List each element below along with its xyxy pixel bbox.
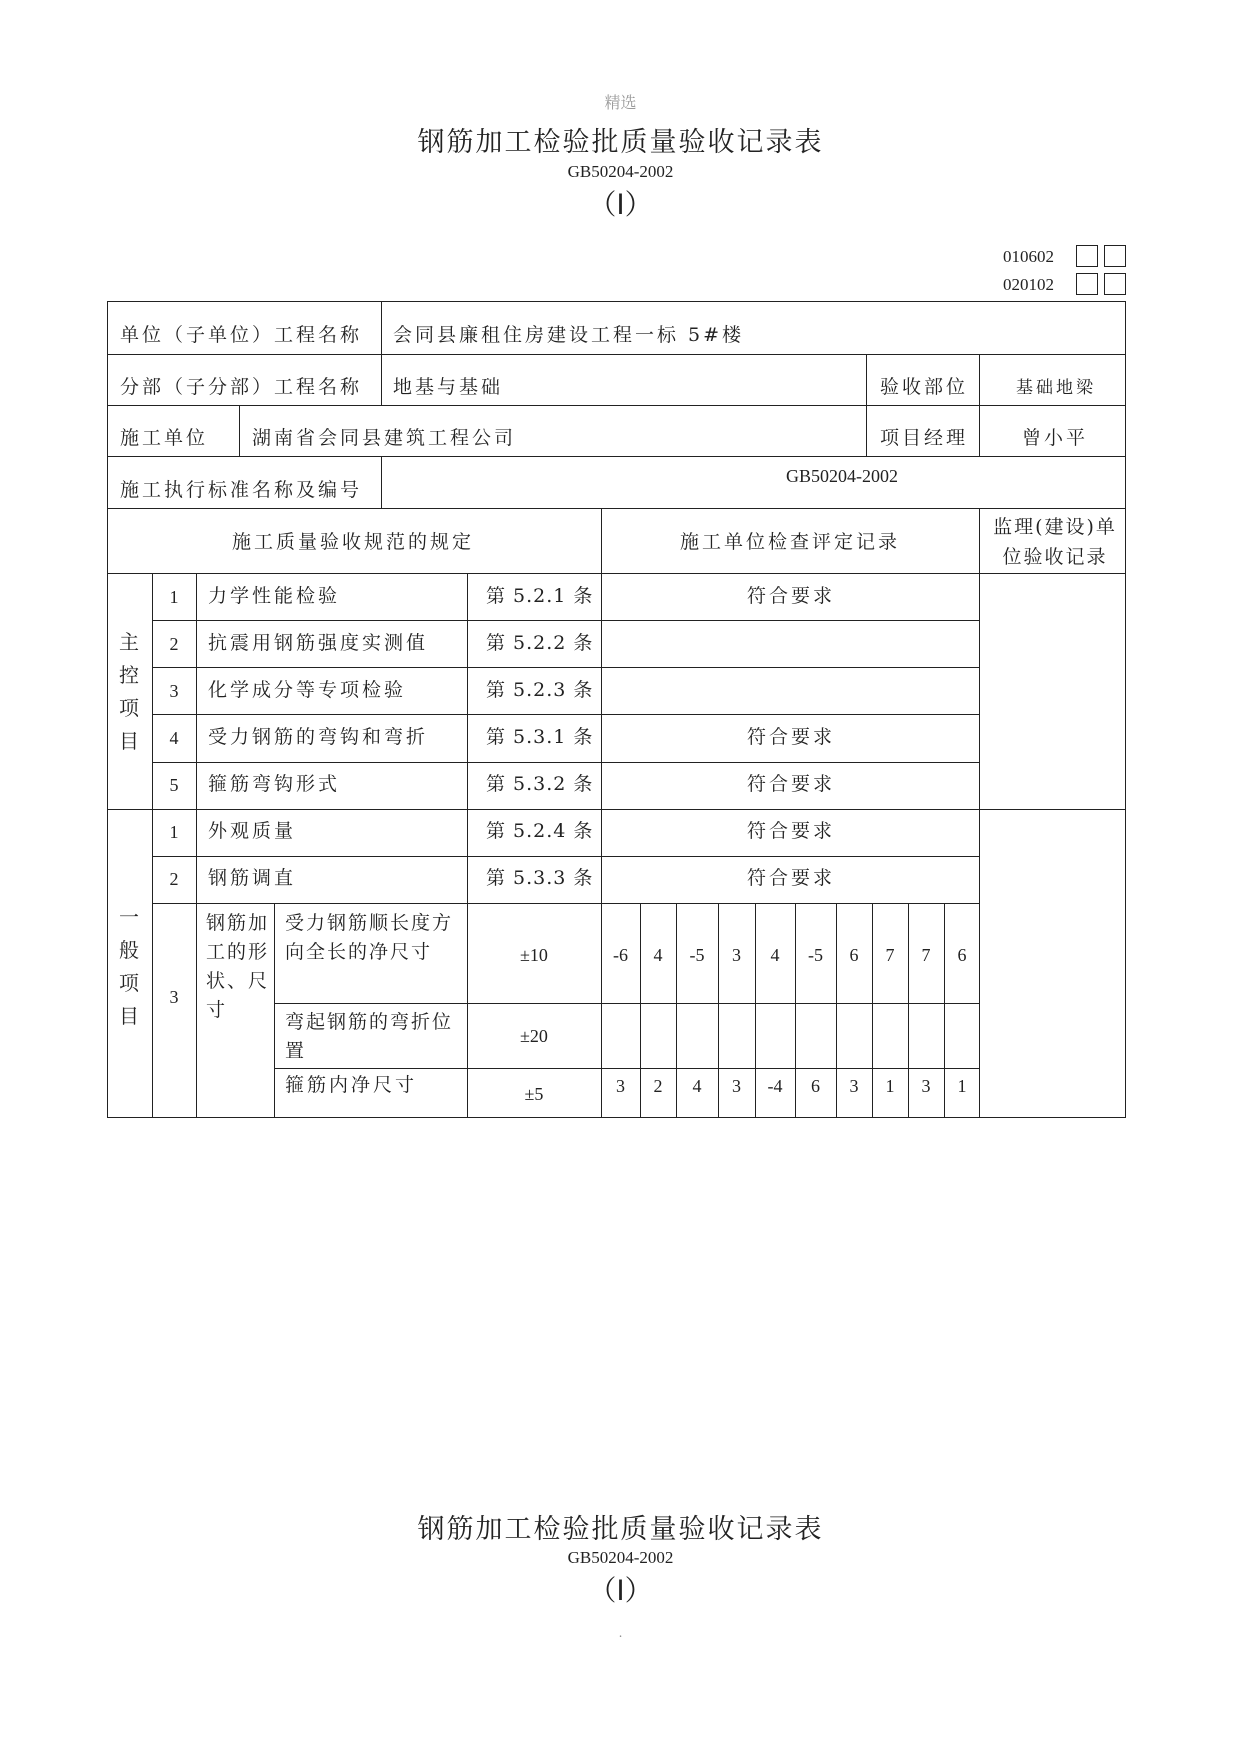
sub1-tolerance: ±10	[520, 945, 548, 965]
sub2-name: 弯起钢筋的弯折位置	[285, 1011, 454, 1062]
sub1-name: 受力钢筋顺长度方向全长的净尺寸	[285, 912, 454, 963]
division-value: 地基与基础	[393, 376, 504, 398]
watermark: 精选	[604, 93, 637, 112]
footer-roman: （Ⅰ）	[588, 1576, 653, 1607]
contractor-value: 湖南省会同县建筑工程公司	[252, 427, 517, 449]
footer-title: 钢筋加工检验批质量验收记录表	[417, 1514, 824, 1545]
general-items-label: 一般项目	[119, 905, 139, 1028]
code-box	[1076, 245, 1098, 267]
code-box	[1076, 273, 1098, 295]
supervision-header: 监理(建设)单位验收记录	[993, 516, 1117, 568]
spec-header: 施工质量验收规范的规定	[232, 531, 475, 553]
contractor-label: 施工单位	[120, 427, 209, 449]
accept-part-label: 验收部位	[880, 376, 969, 398]
code-2: 020102	[1003, 275, 1054, 294]
check-header: 施工单位检查评定记录	[680, 531, 901, 553]
sub3-name: 箍筋内净尺寸	[285, 1074, 418, 1096]
unit-project-label: 单位（子单位）工程名称	[120, 324, 363, 346]
sub2-tolerance: ±20	[520, 1026, 548, 1046]
item3-no: 3	[169, 987, 179, 1007]
main-items-label: 主控项目	[119, 630, 139, 753]
item3-name: 钢筋加工的形状、尺寸	[206, 912, 270, 1021]
accept-part-value: 基础地梁	[1016, 378, 1096, 398]
unit-project-value: 会同县廉租住房建设工程一标 5#楼	[393, 324, 745, 346]
division-label: 分部（子分部）工程名称	[120, 376, 363, 398]
roman-numeral: （Ⅰ）	[588, 190, 653, 221]
std-label: 施工执行标准名称及编号	[120, 479, 363, 501]
pm-label: 项目经理	[880, 427, 969, 449]
std-value: GB50204-2002	[786, 466, 898, 486]
code-box	[1104, 273, 1126, 295]
footer-dot: .	[618, 1626, 623, 1640]
code-1: 010602	[1003, 247, 1054, 266]
standard-code: GB50204-2002	[567, 162, 674, 181]
code-box	[1104, 245, 1126, 267]
pm-value: 曾小平	[1022, 427, 1089, 449]
sub3-tolerance: ±5	[524, 1084, 544, 1104]
footer-standard: GB50204-2002	[567, 1548, 674, 1567]
page-title: 钢筋加工检验批质量验收记录表	[417, 127, 824, 158]
